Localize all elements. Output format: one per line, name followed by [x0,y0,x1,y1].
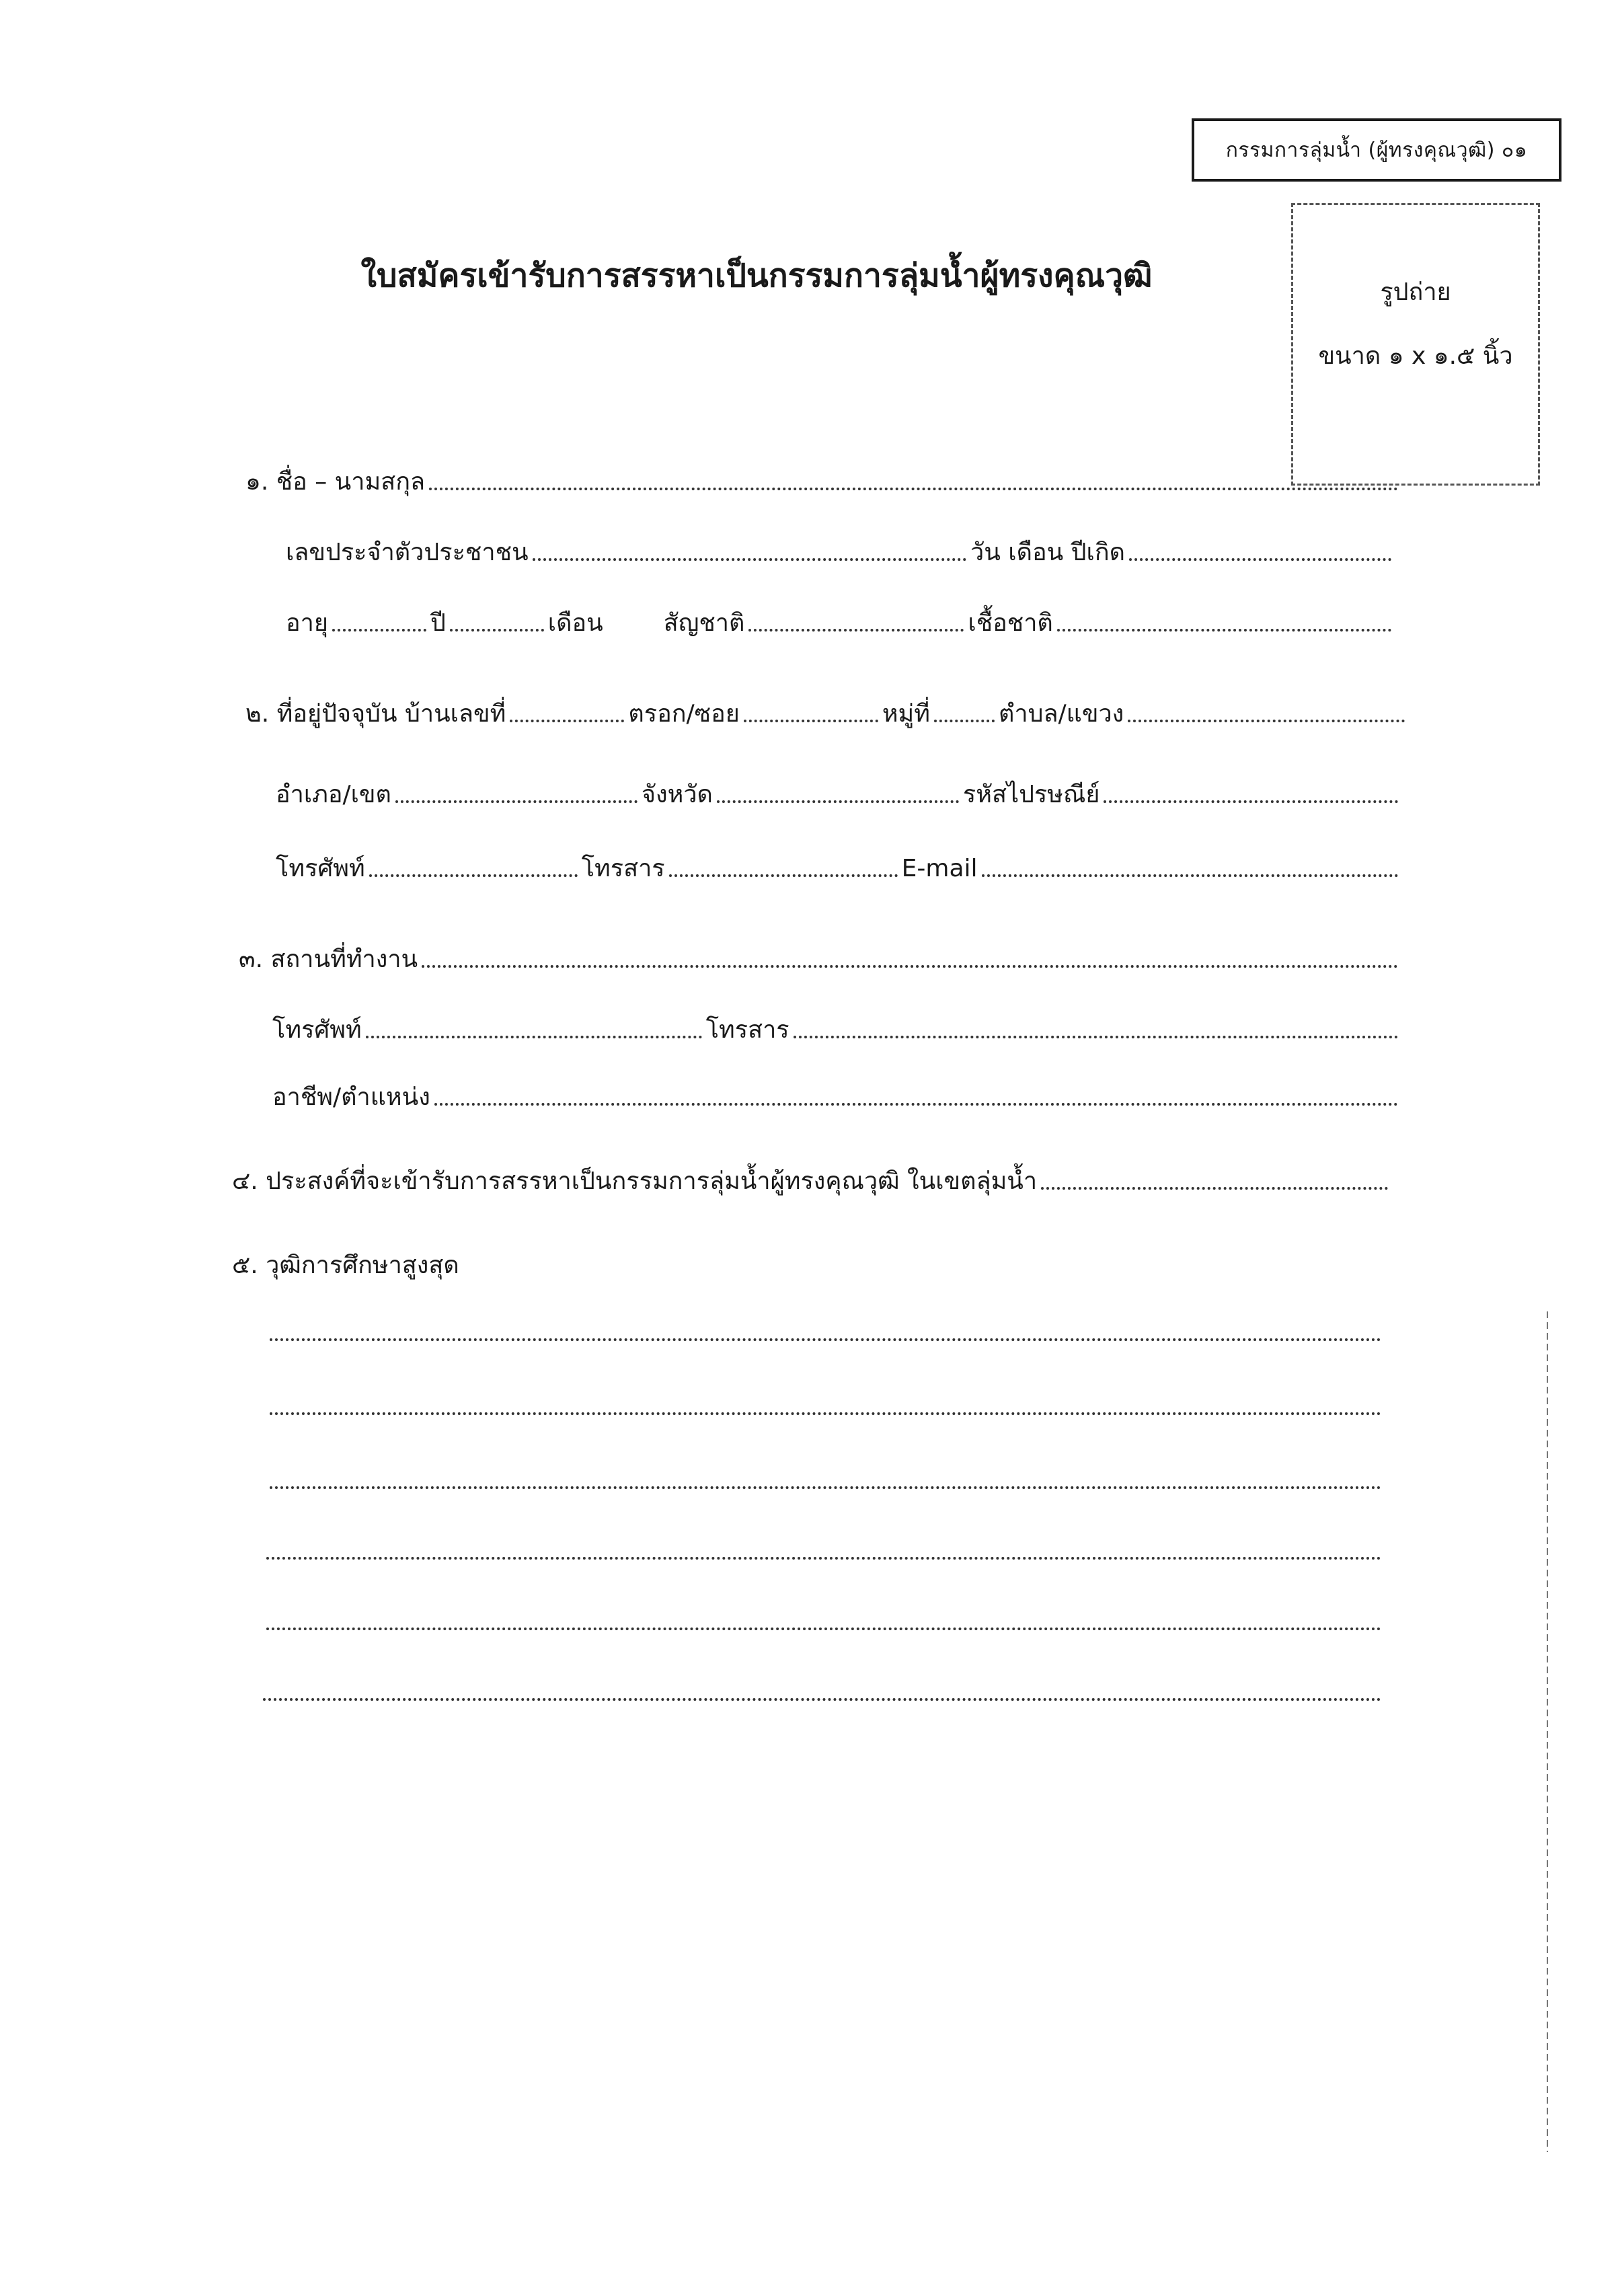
work-fax-label: โทรสาร [705,1016,789,1044]
form-code-text: กรรมการลุ่มน้ำ (ผู้ทรงคุณวุฒิ) ๐๑ [1225,138,1528,162]
photo-size-label: ขนาด ๑ x ๑.๕ นิ้ว [1318,342,1513,370]
district-label: อำเภอ/เขต [276,781,391,808]
education-field-2[interactable] [270,1412,1381,1415]
workplace-row [239,945,1402,974]
age-label: อายุ [286,609,328,637]
email-label: E-mail [901,855,978,882]
work-contact-row [272,1016,1402,1044]
page-title: ใบสมัครเข้ารับการสรรหาเป็นกรรมการลุ่มน้ำผู้ทรงคุณวุฒิ [360,257,1153,295]
name-label: ๑. ชื่อ – นามสกุล [245,468,426,496]
nationality-field[interactable] [748,629,964,632]
education-line [266,1486,1385,1495]
education-label: ๕. วุฒิการศึกษาสูงสุด [232,1252,459,1279]
age-row [286,609,1395,638]
photo-placeholder [1291,203,1540,486]
house-number-label: ๒. ที่อยู่ปัจจุบัน บ้านเลขที่ [245,700,506,728]
id-dob-row [286,538,1395,567]
id-label: เลขประจำตัวประชาชน [286,539,529,566]
phone-field[interactable] [369,874,578,877]
name-field[interactable] [429,488,1398,490]
month-label: เดือน [547,609,603,637]
subdistrict-field[interactable] [1128,720,1405,722]
village-field[interactable] [934,720,995,722]
education-line [266,1412,1385,1421]
education-field-6[interactable] [263,1698,1381,1701]
intent-row [232,1167,1392,1196]
subdistrict-label: ตำบล/แขวง [999,700,1124,728]
address-row [245,699,1409,728]
work-phone-field[interactable] [366,1036,702,1038]
workplace-field[interactable] [422,965,1398,968]
intent-label: ๔. ประสงค์ที่จะเข้ารับการสรรหาเป็นกรรมการลุ่มน้ำผู้ทรงคุณวุฒิ ในเขตลุ่มน้ำ [232,1168,1038,1195]
education-line [262,1557,1385,1566]
province-field[interactable] [717,800,959,803]
education-field-1[interactable] [270,1338,1381,1341]
contact-row [276,854,1402,883]
education-field-3[interactable] [270,1486,1381,1489]
scan-edge-line [1547,1311,1548,2152]
fax-field[interactable] [669,874,898,877]
race-label: เชื้อชาติ [968,609,1053,637]
occupation-row [272,1083,1402,1112]
dob-field[interactable] [1129,558,1391,561]
nationality-label: สัญชาติ [663,609,745,637]
photo-label: รูปถ่าย [1380,278,1451,306]
dob-label: วัน เดือน ปีเกิด [970,539,1125,566]
phone-label: โทรศัพท์ [276,855,365,882]
basin-field[interactable] [1041,1187,1388,1190]
province-label: จังหวัด [641,781,713,808]
alley-field[interactable] [744,720,878,722]
race-field[interactable] [1057,629,1391,632]
district-field[interactable] [395,800,638,803]
age-months-field[interactable] [450,629,544,632]
work-phone-label: โทรศัพท์ [272,1016,362,1044]
education-field-4[interactable] [266,1557,1381,1560]
id-field[interactable] [533,558,966,561]
workplace-label: ๓. สถานที่ทำงาน [239,946,418,973]
work-fax-field[interactable] [794,1036,1398,1038]
education-line [262,1628,1385,1636]
postal-label: รหัสไปรษณีย์ [962,781,1100,808]
email-field[interactable] [982,874,1398,877]
year-label: ปี [430,609,446,637]
house-number-field[interactable] [510,720,624,722]
education-line [266,1338,1385,1347]
name-row [245,467,1402,496]
fax-label: โทรสาร [581,855,665,882]
occupation-field[interactable] [434,1103,1398,1106]
occupation-label: อาชีพ/ตำแหน่ง [272,1083,430,1111]
alley-label: ตรอก/ซอย [628,700,740,728]
education-line [259,1698,1385,1707]
age-years-field[interactable] [332,629,426,632]
education-row [232,1251,904,1280]
postal-field[interactable] [1104,800,1398,803]
education-field-5[interactable] [266,1628,1381,1630]
district-row [276,780,1402,809]
village-label: หมู่ที่ [882,700,931,728]
form-code-box [1192,118,1561,182]
